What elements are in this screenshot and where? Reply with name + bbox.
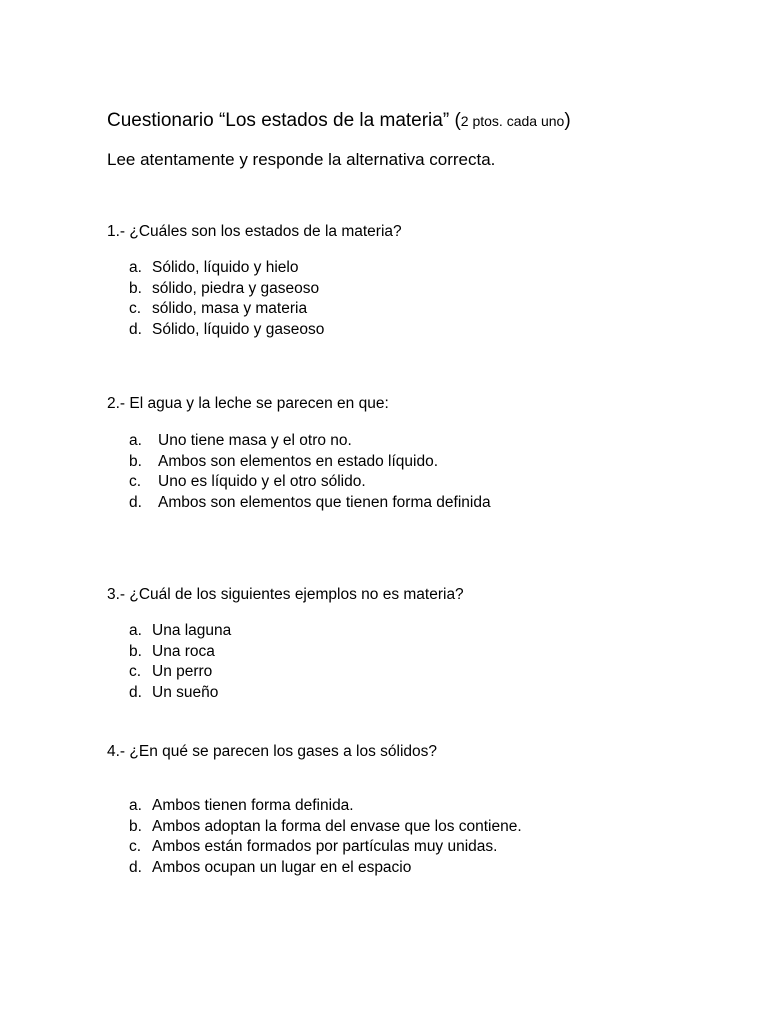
option-text: sólido, piedra y gaseoso [152,279,320,297]
option-letter: c. [129,300,142,318]
option-letter: a. [129,259,142,276]
document-title [107,108,571,134]
question-3-text: 3.- ¿Cuál de los siguientes ejemplos no es materia? [107,586,464,603]
option-text: Sólido, líquido y gaseoso [152,321,325,339]
option-letter: b. [129,452,142,470]
question-1-options [129,258,324,341]
option-2d [129,493,491,514]
option-2b [129,452,491,473]
title-main: Cuestionario “Los estados de la materia” [107,110,455,131]
option-2c [129,472,491,493]
option-text: Sólido, líquido y hielo [152,259,299,276]
option-2a [129,431,491,452]
option-text: Una laguna [152,622,232,639]
option-text: Una roca [152,642,215,660]
option-4a [129,796,522,817]
option-text: Uno es líquido y el otro sólido. [158,473,366,491]
option-3a [129,621,231,642]
question-1-text: 1.- ¿Cuáles son los estados de la materia? [107,223,402,240]
option-text: sólido, masa y materia [152,300,308,318]
question-3-options [129,621,231,704]
title-paren-close: ) [564,110,571,131]
option-text: Ambos son elementos en estado líquido. [158,452,439,470]
option-letter: d. [129,684,142,702]
option-1a [129,258,324,279]
option-3c [129,662,231,683]
option-letter: b. [129,642,142,660]
question-2-options [129,431,491,514]
option-1d [129,320,324,341]
option-text: Ambos están formados por partículas muy unidas. [152,838,498,856]
title-points-note: 2 ptos. cada uno [460,113,565,129]
option-letter: c. [129,473,142,491]
option-4b [129,817,522,838]
title-paren-open: ( [454,110,461,131]
option-letter: d. [129,859,142,877]
option-3b [129,642,231,663]
option-text: Uno tiene masa y el otro no. [158,432,352,449]
option-letter: d. [129,321,142,339]
option-letter: b. [129,279,142,297]
option-letter: b. [129,817,142,835]
option-letter: d. [129,494,142,512]
option-letter: a. [129,797,142,814]
option-1c [129,299,324,320]
option-letter: a. [129,432,142,449]
option-text: Un sueño [152,684,219,702]
option-letter: a. [129,622,142,639]
option-text: Ambos son elementos que tienen forma definida [158,494,491,512]
option-3d [129,683,231,704]
option-letter: c. [129,663,142,681]
question-4-text: 4.- ¿En qué se parecen los gases a los sólidos? [107,743,437,760]
option-text: Ambos adoptan la forma del envase que los contiene. [152,817,522,835]
option-1b [129,279,324,300]
option-4c [129,837,522,858]
option-text: Ambos tienen forma definida. [152,797,354,814]
option-text: Ambos ocupan un lugar en el espacio [152,859,412,877]
question-4-options [129,796,522,879]
question-2-text: 2.- El agua y la leche se parecen en que: [107,395,389,412]
option-text: Un perro [152,663,213,681]
option-letter: c. [129,838,142,856]
instruction-text: Lee atentamente y responde la alternativa correcta. [107,150,496,169]
option-4d [129,858,522,879]
